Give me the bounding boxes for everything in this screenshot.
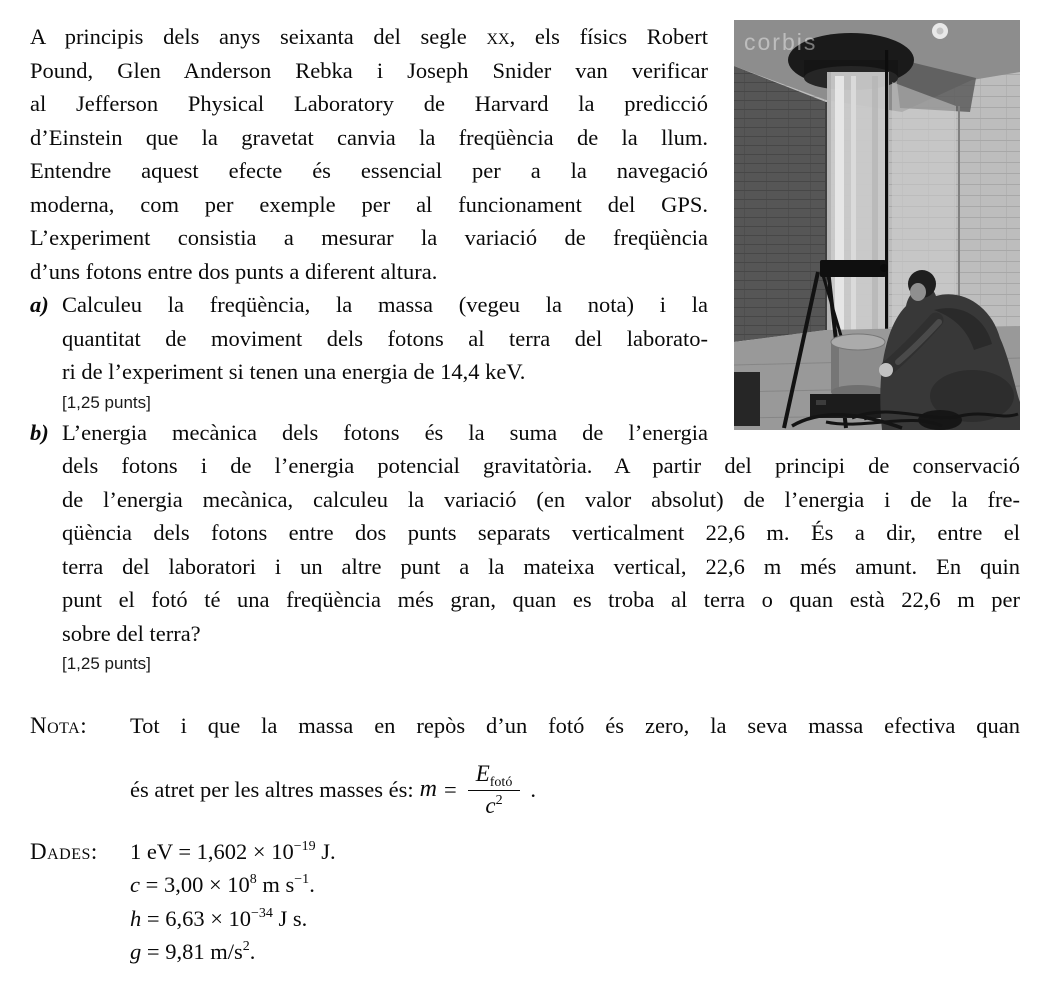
formula-period: . (530, 776, 536, 802)
question-b-line-1: L’energia mecànica dels fotons és la suma de l’energia (62, 419, 708, 445)
formula-energy-symbol: E (475, 760, 490, 786)
nota-label: Nota: (30, 713, 88, 738)
question-a (30, 288, 1020, 414)
nota-section (30, 709, 1020, 827)
dades-row-c (130, 868, 1020, 902)
dades-row-ev (130, 835, 1020, 869)
question-a-line-2: quantitat de moviment dels fotons al terra del laborato- (62, 325, 708, 351)
intro-line-8: d’uns fotons entre dos punts a diferent altura. (30, 258, 438, 284)
dades-h-value: = 6,63 × 10 (141, 905, 252, 931)
nota-line-1: Tot i que la massa en repòs d’un fotó és zero, la seva massa efectiva quan (130, 713, 1020, 738)
dades-h-symbol: h (130, 905, 142, 931)
intro-line-1-century: xx (486, 24, 510, 49)
intro-line-5: Entendre aquest efecte és essencial per a la navegació (30, 158, 708, 183)
dades-c-period: . (309, 872, 315, 897)
intro-line-1-post: , els físics Robert (509, 24, 709, 49)
formula-denominator (468, 790, 521, 819)
dades-g-period: . (249, 939, 256, 964)
dades-row-h (130, 902, 1020, 936)
intro-line-4: d’Einstein que la gravetat canvia la freqüència de la llum. (30, 124, 708, 150)
question-b-line-5: terra del laboratori i un altre punt a la mateixa vertical, 22,6 m més amunt. En quin (62, 553, 1020, 579)
question-b-line-3: de l’energia mecànica, calculeu la variació (en valor absolut) de l’energia i de la fre- (62, 486, 1020, 512)
dades-h-exponent: −34 (251, 905, 273, 921)
dades-g-value: = 9,81 m/s (141, 939, 243, 964)
dades-ev-unit: J. (315, 838, 336, 864)
question-b-marker: b) (30, 419, 49, 445)
dades-content (130, 835, 1020, 969)
photo-light-fixture-center (937, 28, 944, 35)
question-a-points: [1,25 punts] (62, 392, 151, 412)
dades-label: Dades: (30, 838, 98, 864)
nota-content (130, 709, 1020, 827)
question-a-line-1: Calculeu la freqüència, la massa (vegeu la nota) i la (62, 292, 708, 317)
dades-g-symbol: g (130, 939, 142, 964)
dades-c-unit-exponent: −1 (294, 872, 310, 887)
question-b-line-4: qüència dels fotons entre dos punts separats verticalment 22,6 m. És a dir, entre el (62, 520, 1020, 545)
formula-mass-symbol: m (419, 776, 437, 802)
dades-c-value: = 3,00 × 10 (140, 872, 250, 897)
question-b-line-2: dels fotons i de l’energia potencial gravitatòria. A partir del principi de conservació (62, 453, 1020, 478)
question-b (30, 416, 1020, 676)
formula-c-symbol: c (485, 792, 496, 818)
dades-g-exponent: 2 (242, 939, 250, 954)
formula-equals: = (444, 776, 457, 802)
nota-line-2-prefix: és atret per les altres masses és: (130, 776, 414, 802)
formula-c-exponent: 2 (495, 792, 503, 808)
dades-section (30, 835, 1020, 969)
photo-instrument-knob (880, 264, 888, 272)
question-b-line-6: punt el fotó té una freqüència més gran, quan es troba al terra o quan està 22,6 m per (62, 587, 1020, 612)
question-a-marker: a) (30, 292, 49, 317)
photo-watermark-corbis: corbis (744, 29, 818, 55)
intro-line-7: L’experiment consistia a mesurar la variació de freqüència (30, 225, 708, 250)
dades-ev-value: 1 eV = 1,602 × 10 (130, 838, 294, 864)
dades-h-unit: J s. (272, 905, 308, 931)
question-a-line-3: ri de l’experiment si tenen una energia de 14,4 keV. (62, 359, 526, 384)
question-b-line-7: sobre del terra? (62, 620, 201, 646)
nota-formula-line (130, 753, 1020, 827)
dades-ev-exponent: −19 (293, 838, 316, 854)
intro-line-2: Pound, Glen Anderson Rebka i Joseph Snider van verificar (30, 57, 708, 83)
dades-c-exponent: 8 (249, 872, 257, 887)
intro-line-6: moderna, com per exemple per al funcionament del GPS. (30, 191, 708, 217)
dades-c-symbol: c (130, 872, 140, 897)
formula-fraction (468, 761, 521, 819)
question-b-points: [1,25 punts] (62, 654, 151, 673)
dades-row-g (130, 935, 1020, 969)
photo-detector-instrument (820, 260, 886, 277)
formula-energy-subscript: fotó (489, 774, 513, 790)
dades-c-unit: m s (256, 872, 295, 897)
intro-line-3: al Jefferson Physical Laboratory de Harvard la predicció (30, 91, 708, 116)
intro-line-1-pre: A principis dels anys seixanta del segle (30, 24, 487, 49)
formula-numerator (468, 761, 521, 790)
